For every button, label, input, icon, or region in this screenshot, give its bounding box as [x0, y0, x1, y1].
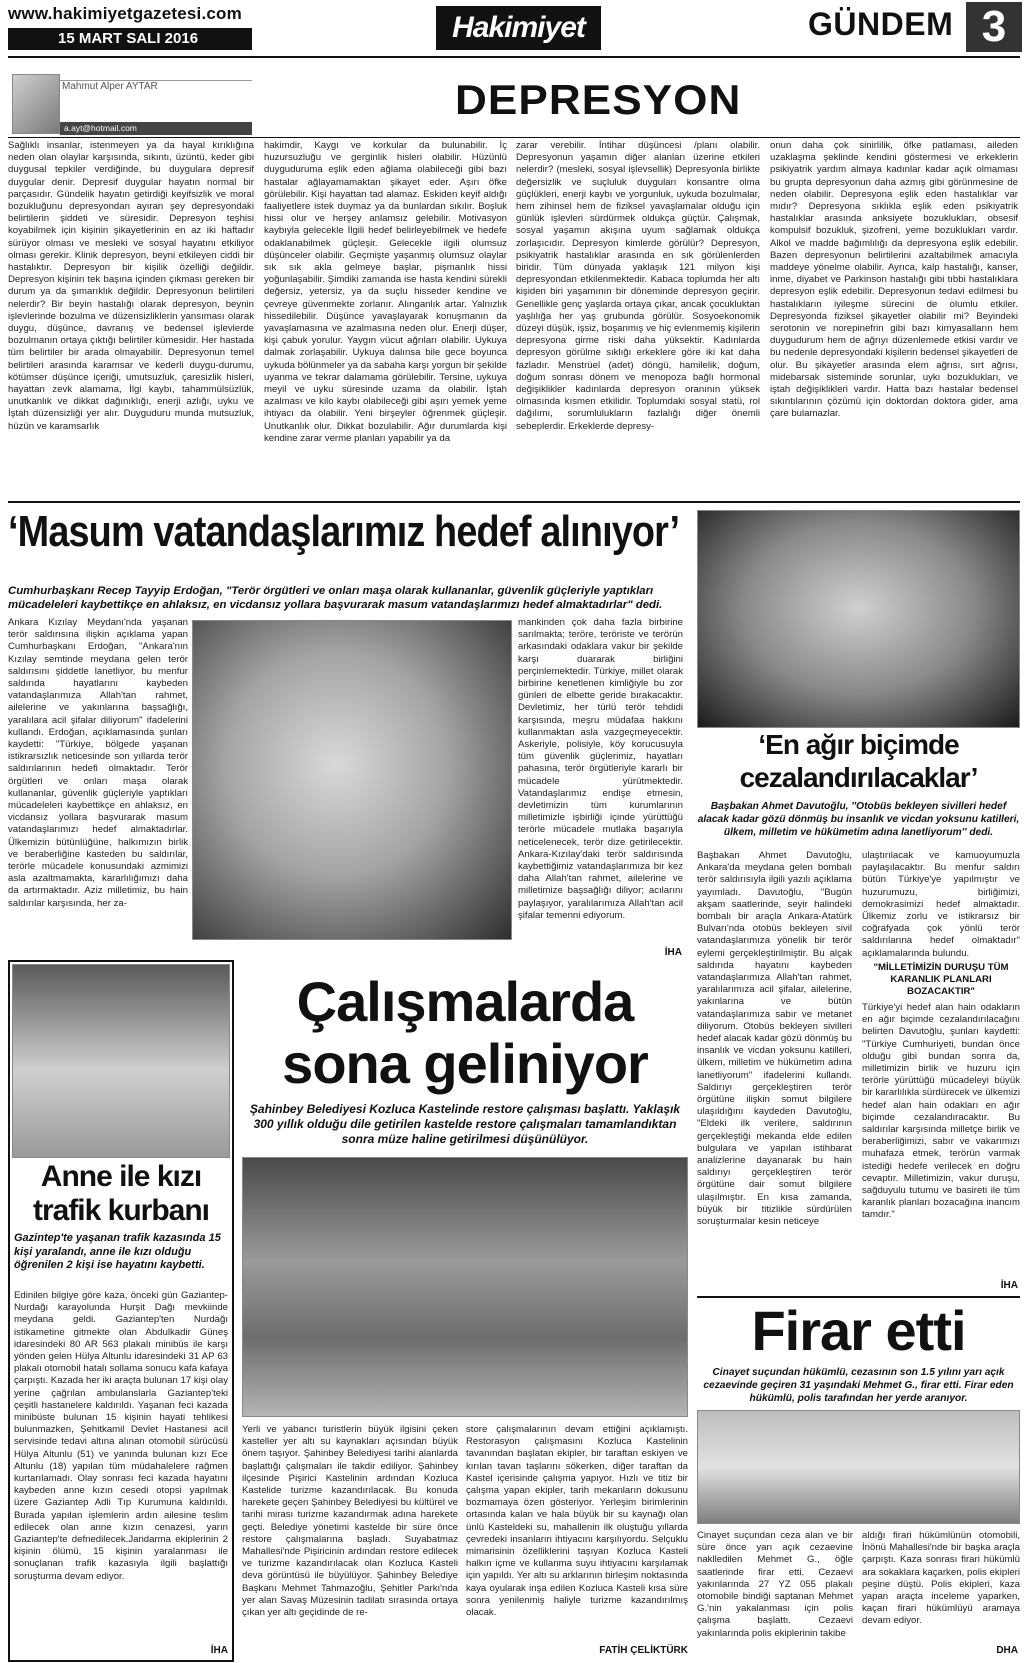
firar-deck: Cinayet suçundan hükümlü, cezasının son 1.5 yılını yarı açık cezaevinde geçiren 31 yaşındaki Mehmet G., firar etti. Firar eden hükümlü, polis tarafından her yerde aranıyor.	[703, 1367, 1014, 1404]
anne-headline-line1: Anne ile kızı	[40, 1160, 202, 1193]
column-text-2: hakimdir, Kaygı ve korkular da bulunabilir. İç huzursuzluğu ve gerginlik hisleri olabilir. Hüzünlü duyguduruma eşlik eden ağlama olabileceği gibi bazı hastalar ağlayamamaktan şikayet eder. Aşırı öfke görülebilir. Kişi hayattan tad alamaz. Eskiden keyif aldığı faaliyetlere istek duymaz ya da bunlardan sıkılır. Boşluk hissi olur ve herşey anlamsız gelebilir. Motivasyon kaybıyla gelecekle İlgili hedef belirleyebilmek ve hedefe odaklanabilmek güçleşir. Gelecekle ilgili olumsuz düşünceler olabilir. Geçmişte yaşanmış olumsuz olaylar sık sık akla gelmeye başlar, pişmanlık hissi yoğunlaşabilir. Şimdiki zamanda ise hasta kendini sürekli değersiz, yetersiz, ya da suçlu hisseder kendine ve çevreye güvenmekte zorlanır. Alınganlık artar. Yalnızlık hissedilebilir. Düşünce yavaşlayarak konuşmanın da yavaşlamasına ve azalmasına neden olur. Enerji düşer, kişi çabuk yorulur. Yaygın vücut ağrıları olabilir. Uykuya dalmak zorlaşabilir. Uykuya dalınsa bile gece boyunca uykuda bölünmeler ya da sabaha karşı yorgun bir şekilde uyanma ve tekrar dalamama görülebilir. Tersine, uykuya meyil ve uyku süresinde uzama da olabilir. İştah azalması ve kilo kaybı olabileceği gibi aşırı yemek yeme ihtiyacı da olabilir. Yeni birşeyler öğrenmek güçleşir. Unutkanlık olur. Dikkat bozulabilir. Ağır durumlarda kişi kendine zarar verme planları yapabilir ya da	[264, 140, 507, 444]
davutoglu-credit: İHA	[1000, 1280, 1018, 1291]
davutoglu-text-2a: ulaştırılacak ve kamuoyumuzla paylaşılacaktır. Bu menfur saldırı bütün Türkiye'ye yapılmıştır ve huzurumuzu, birliğimizi, demokrasimizi hedef almaktadır. Ülkemiz zorlu ve istikrarsız bir coğrafyada çok yönlü terör saldırılarına hedef olmaktadır" açıklamalarında bulundu.	[862, 850, 1020, 959]
firar-credit: DHA	[996, 1645, 1018, 1656]
davutoglu-divider	[697, 1296, 1020, 1298]
davutoglu-headline-line1: ‘En ağır biçimde	[758, 729, 959, 760]
calisma-headline-line2: sona geliniyor	[282, 1032, 648, 1095]
calisma-deck: Şahinbey Belediyesi Kozluca Kastelinde restore çalışması başlattı. Yaklaşık 300 yıllık olduğu dile getirilen kastelde restore çalışmaları tamamlandıktan sonra müze haline getirilmesi düşünülüyor.	[249, 1102, 681, 1146]
author-photo	[12, 74, 60, 134]
davutoglu-headline-line2: cezalandırılacaklar’	[739, 762, 978, 793]
page-number: 3	[966, 2, 1022, 52]
firar-headline: Firar etti	[751, 1299, 966, 1362]
firar-text-2: aldığı firari hükümlünün otomobili, İnönü Mahallesi'nde bir başka araçla çarpıştı. Kaza sonrası firari hükümlü ara sokaklara kaçarken, polis ekipleri peşine düştü. Polis ekipleri, kaza yapan araçta inceleme yaparken, kaçan firari hükümlüyü aramaya devam ediyor.	[862, 1530, 1020, 1627]
erdogan-deck: Cumhurbaşkanı Recep Tayyip Erdoğan, "Terör örgütleri ve onları maşa olarak kullananlar, güvenlik güçleriyle yaptıkları mücadeleleri kaybettikçe en ahlaksız, en vicdansız yollara başvurarak masum vatandaşlarımızı hedef almaktadırlar" dedi.	[8, 585, 663, 611]
erdogan-headline: ‘Masum vatandaşlarımız hedef alınıyor’	[8, 507, 680, 556]
erdogan-photo	[192, 620, 512, 940]
calisma-text-2: store çalışmalarının devam ettiğini açıklamıştı. Restorasyon çalışmasını Kozluca Kastelinin tavanından başlatan ekipler, bir taraftan eskiyen ve kırılan tavan taşlarını sökerken, diğer taraftan da Kastel içerisinde çalışma yapıyor. Hızlı ve titiz bir çalışma yapan ekipler, tarih mekanların dokusunu bozmamaya özen gösteriyor. Yerleşim birimlerinin ortasında kalan ve hala büyük bir su kaynağı olan ünlü Kasteldeki su, mahallenin ilk oluştuğu yıllarda çevredeki insanların ihtiyacını karşılıyordu. Selçuklu mimarisinin özelliklerini taşıyan Kozluca Kasteli halkın içme ve kullanma suyu ihtiyacını karşılamak için yapıldı. Yer altı su arklarının birleşim noktasında kaya oyularak inşa edilen Kozluca Kasteli kısa süre sonra yenilenmiş haliyle turizme kazandırılmış olacak.	[466, 1424, 688, 1619]
website-url: www.hakimiyetgazetesi.com	[8, 4, 242, 23]
calisma-text-1: Yerli ve yabancı turistlerin büyük ilgisini çeken kasteller yer altı su kaynakları açısından büyük önem taşıyor. Şahinbey Belediyesi tarihi alanlarda başlattığı çalışmaları ile takdir ediliyor. Şahinbey ilçesinde Pişirici Kastelinin ardından Kozluca Kastelide turizme kazandırılacak. Bu konuda harekete geçen Şahinbey Belediyesi bu kültürel ve tarihi mirası turizme kazandırmak adına harekete geçti. Belediye yönetimi kastelde bir süre önce restore çalışmalarına başladı. Suyabatmaz Mahallesi'nde Pişiricinin ardından restore edilecek ve turizme kazandırılacak olan Kozluca Kasteli deva görüntüsü ile büyülüyor. Şahinbey Belediye Başkanı Mehmet Tahmazoğlu, Şehitler Parkı'nda yer alan Savaş Müzesinin tadilatı sırasında ortaya çıkan yer altı geçidinde de re-	[242, 1424, 458, 1619]
calisma-credit: FATİH ÇELİKTÜRK	[599, 1645, 688, 1656]
firar-text-1: Cinayet suçundan ceza alan ve bir süre önce yarı açık cezaevine naklledilen Mehmet G., öğle saatlerinde firar etti. Cezaevi yakınlarında 27 YZ 055 plakalı otomobile bindiği saptanan Mehmet G.'nin yakalanması için polis çalışma başlattı. Cezaevi yakınlarında polis ekiplerinin takibe	[697, 1530, 853, 1639]
kastel-photo	[242, 1157, 688, 1417]
davutoglu-photo	[697, 510, 1020, 728]
header-divider	[8, 56, 1020, 58]
column-text-1: Sağlıklı insanlar, istenmeyen ya da hayal kırıklığına neden olan olaylar karşısında, sıkıntı, üzüntü, keder gibi duygusal tepkiler verdiğinde, bu duygulara depresif duygular denir. Depresif duygular hayatın normal bir parçasıdır. Gündelik hayatın getirdiği keyifsizlik ve moral bozukluğunu depresyondan ayıran şey depresyondaki belirtilerin şiddeti ve süresidir. Depresyon teşhisi koyabilmek için kişinin şikayetlerinin en az iki haftadır sürüyor olması ve mesleki ve sosyal hayatını etkiliyor olması gerekir. Klinik depresyon, beyni etkileyen ciddi bir hastalıktır. Depresyon bir kişilik özelliği değildir. Depresyon kişinin tek başına içinden çıkması gereken bir durum ya da şımarıklık değildir. Depresyonun belirtileri nelerdir? Bir beyin hastalığı olarak depresyon, beynin işlevlerinde bozulma ve düzensizliklerin yansıması olarak duygu, düşünce, davranış ve bedensel işlevlerde bozulmanın ortaya çıktığı belirtiler kümesidir. Her hastada tüm belirtiler bir arada olmayabilir. Depresyonun temel belirtileri arasında karamsar ve kederli duygu-durumu, kötümser düşünce içeriği, umutsuzluk, çaresizlik hisleri, hayattan zevk alamama, İlgi kaybı, tahammülsüzlük, unutkanlık ve dikkat dağınıklığı, enerji azlığı, uyku ve İştah düzensizliği yer alır. Duyguduru munda mutsuzluk, hüzün ve karamsarlık	[8, 140, 254, 432]
anne-headline-line2: trafik kurbanı	[32, 1194, 210, 1227]
issue-date: 15 MART SALI 2016	[8, 28, 252, 50]
anne-credit: İHA	[210, 1645, 228, 1656]
anne-text: Edinilen bilgiye göre kaza, önceki gün Gaziantep-Nurdağı karayolunda Hurşit Dağı mevkiinde meydana geldi. Gaziantep'ten Nurdağı istikametine gitmekte olan Abdulkadir Güneş idaresindeki 80 AR 563 plakalı minibüs ile karşı yönden gelen Hülya Altunlu idaresindeki 31 AP 63 plakalı otomobil hatalı sollama sonucu kafa kafaya çarpıştı. Kazada her iki araçta bulunan 17 kişi olay yerine çağrılan ambulanslarla Gaziantep'teki çeşitli hastanelere kaldırıldı. Yaşanan feci kazada minibüste bulunan 15 kişinin hayati tehlikesi bulunmazken, Şehitkamil Devlet Hastanesi acil servisinde tedavi altına alınan otomobil sürücüsü Hülya Altunlu (51) ve yanında bulunan kızı Ece Altunlu (18) yapılan tüm müdahalelere rağmen kurtarılamadı. Olay sonrası feci kazada hayatını kaybeden anne kızın cesedi otopsi yapılmak üzere Gaziantep Adli Tıp Kurumuna kaldırıldı. Burada yapılan işlemlerin ardın ailesine teslim edilecek olan anne kızın cenazesi, yarın Gaziantep'te defnedilecek.Jandarma ekiplerinin 2 kişinin ölümü, 15 kişinin yaralanması ile sonuçlanan trafik kazasıyla ilgili başlattığı soruşturma devam ediyor.	[14, 1290, 228, 1582]
calisma-headline-line1: Çalışmalarda	[296, 970, 634, 1033]
newspaper-logo: Hakimiyet	[436, 6, 601, 50]
anne-deck: Gazintep'te yaşanan trafik kazasında 15 kişi yaralandı, anne ile kızı olduğu öğrenilen 2 kişi ise hayatını kaybetti.	[14, 1232, 221, 1271]
davutoglu-subhead: "MİLLETİMİZİN DURUŞU TÜM KARANLIK PLANLARI BOZACAKTIR"	[873, 962, 1009, 997]
davutoglu-text-2b: Türkiye'yi hedef alan hain odakların en ağır biçimde cezalandırılacağını belirten Davutoğlu, şunları kaydetti: "Türkiye Cumhuriyeti, bundan önce olduğu gibi bundan sonra da, milletimizin birlik ve huzuru için terörle yürüttüğü mücadeleyi büyük bir kararlılıkla sürdürecek ve ülkemizi hedef alan hain odakları en ağır biçimde cezalandıracaktır. Bu saldırılar karşısında milletçe birlik ve beraberliğimizi, sabır ve vakarımızı muhafaza etmek, terörün varmak istediği hedefe verilecek en doğru cevaptır. Milletimizin, vakur duruşu, sağduyulu tutumu ve basireti ile tüm karanlık planları bozacağına inancım tamdır."	[862, 1002, 1020, 1221]
column-text-3: zarar verebilir. İntihar düşüncesi /planı olabilir. Depresyonun yaşamın diğer alanları üzerine etkileri nelerdir? (mesleki, sosyal işlevsellik) Depresyonla birlikte değersizlik ve suçluluk duyguları konsantre olma güçlükleri, enerji kaybı ve yorgunluk, uykuda bozulmalar, hem zihinsel hem de fiziksel yavaşlamalar olduğu için günlük işlevleri sürdürmek oldukça güçtür. Çalışmak, sosyal yaşamın akışına uyum sağlamak oldukça zorlaşıcıdır. Depresyon kimlerde görülür? Depresyon, psikiyatrik hastalıklar arasında en sık görülenlerden biridir. Tüm dünyada yaklaşık 121 milyon kişi depresyondan etkilenmektedir. Kabaca toplumda her altı kişiden biri yaşamının bir döneminde depresyon geçirir. Genellikle genç yaşlarda ortaya çıkar, ancak çocukluktan yaşlılığa her yaş grubunda görülür. Sosyoekonomik düzeyi düşük, işsiz, boşanmış ve hiç evlenmemiş kişilerin depresyona girme riski daha yüksektir. Kadınlarda depresyon görülme sıklığı erkeklere göre iki kat daha fazladır. Menstrüel (adet) döngü, hamilelik, doğum, doğum sonrası dönem ve menopoza bağlı hormonal değişiklikler kadınlarda depresyon oranının yüksek olmasında kısmen etkilidir. Toplumdaki sosyal statü, rol dağılımı, sorumlulukların fazlalığı diğer önemli sebeplerdir. Erkeklerde depresy-	[516, 140, 760, 432]
accident-photo	[12, 964, 230, 1158]
author-email: a.ayt@hotmail.com	[60, 122, 252, 135]
column-bottom-divider	[8, 501, 1020, 503]
davutoglu-deck: Başbakan Ahmet Davutoğlu, ''Otobüs bekleyen sivilleri hedef alacak kadar gözü dönmüş bu insanlık ve vicdan yoksunu katilleri, ülkem, milletim ve hükümetim adına lanetliyorum'' dedi.	[697, 801, 1020, 838]
davutoglu-text-1: Başbakan Ahmet Davutoğlu, Ankara'da meydana gelen bombalı terör saldırısıyla ilgili yazılı açıklama yayımladı. Davutoğlu, "Bugün akşam saatlerinde, seyir halindeki bombalı bir araçla Ankara-Atatürk Bulvarı'nda otobüs bekleyen sivil vatandaşlarımıza yönelik bir terör eylemi gerçekleştirilmiştir. Bu alçak saldırıda hayatını kaybeden vatandaşlarımıza Allah'tan rahmet, yaralılarımıza acil şifalar, ailelerine, yakınlarına ve bütün vatandaşlarımıza sabır ve metanet diliyorum. Otobüs bekleyen sivilleri hedef alacak kadar gözü dönmüş bu insanlık ve vicdan yoksunu katilleri, ülkem, milletim ve hükümetim adına lanetliyorum" ifadelerini kullandı. Saldırıyı gerçekleştiren terör örgütüne ilişkin somut bilgilere ulaşıldığını kaydeden Davutoğlu, "Eldeki ilk verilere, saldırının gerçekleştiği mekanda elde edilen bulgulara ve yapılan istihbarat analizlerine dayanarak bu hain saldırıyı gerçekleştiren terör örgütüne dair somut bilgilere ulaşılmıştır. En kısa zamanda, büyük bir titizlikle sürdürülen soruşturmalar kesin neticeye	[697, 850, 852, 1228]
column-title: DEPRESYON	[455, 76, 742, 123]
erdogan-credit: İHA	[664, 947, 682, 958]
erdogan-text-1: Ankara Kızılay Meydanı'nda yaşanan terör saldırısına ilişkin açıklama yapan Cumhurbaşkanı Erdoğan, "Ankara'nın Kızılay semtinde meydana gelen terör saldırısını şiddetle lanetliyor, bu menfur saldırıda hayatlarını kaybeden vatandaşlarımıza Allah'tan rahmet, ailelerine ve yakınlarına başsağlığı, yaralılara acil şifalar diliyorum" ifadelerini kullandı. Erdoğan, açıklamasında şunları kaydetti: "Türkiye, bölgede yaşanan istikrarsızlık neticesinde son yıllarda terör saldırılarının hedefi olmaktadır. Terör örgütleri ve onları maşa olarak kullananlar, güvenlik güçleriyle yaptıkları mücadeleleri kaybettikçe en ahlaksız, en vicdansız yollara başvurarak masum vatandaşlarımızı hedef almaktadırlar. Ülkemizin bütünlüğüne, halkımızın birlik ve beraberliğine kasteden bu saldırılar, terörle mücadele konusundaki azmimizi asla azaltmamakta, kararlılığımızı daha da artırmaktadır. Aziz milletimiz, bu hain saldırılar karşısında, her za-	[8, 617, 188, 909]
author-name: Mahmut Alper AYTAR	[62, 81, 158, 92]
column-top-divider	[8, 137, 1020, 138]
section-title: GÜNDEM	[808, 6, 954, 42]
column-text-4: onun daha çok sinirlilik, öfke patlaması, aileden uzaklaşma şeklinde kendini göstermesi ve erkeklerin psikiyatrik yardım almaya kadınlar kadar açık olmaması bu grupta depresyonun daha azmış gibi görünmesine de neden olabilir. Depresyona eşlik eden hastalıklar var mıdır? Depresyona sıklıkla eşlik eden psikiyatrik hastalıklar arasında anksiyete bozuklukları, obsesif kompulsif bozukluk, şizofreni, yeme bozuklukları vardır. Alkol ve madde bağımlılığı da depresyona eşlik edebilir. Bazen depresyonun belirtilerini azaltabilmek amacıyla maddeye yönelme olabilir. Ayrıca, kalp hastalığı, kanser, inme, diyabet ve Parkinson hastalığı gibi tıbbi hastalıklara depresyon eşlik edebilir. Depresyonun tedavi edilmesi bu hastalıkların iyileşme sürecini de olumlu etkiler. Depresyonda fiziksel şikayetler olabilir mi? Beyindeki serotonin ve norepinefrin gibi bazı kimyasalların hem duygudurum hem de ağrıyı düzenlemede etkisi vardır ve bu nedenle depresyondaki kişilerin bedensel şikayetleri de olur. Bu şikayetler arasında elem ağrısı, sırt ağrısı, midebarsak sisteminde sorunlar, uykı bozuklukları, ve iştah değişiklikleri vardır. Hatta bazı hastalar bedensel sıkıntılarının çözümü için doktordan doktora gider, ama çare bulamazlar.	[770, 140, 1018, 420]
firar-photo	[697, 1410, 1020, 1524]
erdogan-text-2: mankinden çok daha fazla birbirine sarılmakta; teröre, teröriste ve terörün arkasındaki odaklara vakur bir şekilde karşı duararak birliğini perçinlemektedir. Türkiye, millet olarak birbirine kenetlenen kimliğiyle bu zor günleri de elbette geride bırakacaktır. Devletimiz, her türlü terör tehdidi karşısında, meşru müdafaa hakkını kullanmaktan asla vazgeçmeyecektir. Askeriyle, polisiyle, köy korucusuyla tüm güvenlik güçlerimiz, hayatları pahasına, terör örgütleriyle kararlı bir mücadele yürütmektedir. Vatandaşlarımız endişe etmesin, devletimizin tüm kurumlarının milletimizle işbirliği içinde yürüttüğü terörle mücadele mutlaka başarıyla neticelenecek, terör dize getirilecektir. Ankara-Kızılay'daki terör saldırısında kaybettiğimiz vatandaşlarımıza bir kez daha Allah'tan rahmet, ailelerine ve milletimize başsağlığı diliyor; acılarını paylaşıyor, yaralılarımıza Allah'tan acil şifalar temenni ediyorum.	[518, 617, 683, 921]
